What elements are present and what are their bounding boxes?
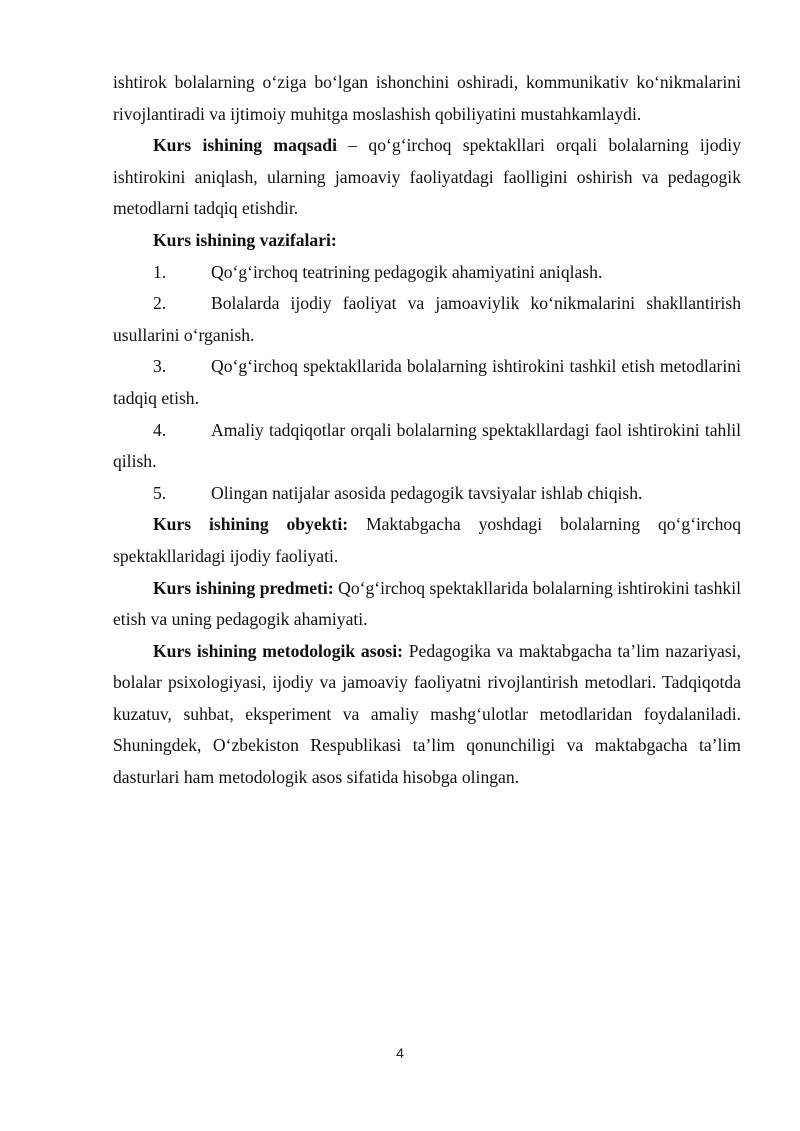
methodology-text: Pedagogika va maktabgacha taʼlim nazariyasi, bolalar psixologiyasi, ijodiy va jamoaviy faoliyatni rivojlantirish metodlari. Tadqiqotda kuzatuv, suhbat, eksperiment va amaliy mashgʻulotlar metodlaridan foydalaniladi. Shuningdek, Oʻzbekiston Respublikasi taʼlim qonunchiligi va maktabgacha taʼlim dasturlari ham metodologik asos sifatida hisobga olingan. — [113, 640, 741, 788]
object-label: Kurs ishining obyekti: — [153, 514, 349, 535]
task-text: Qoʻgʻirchoq teatrining pedagogik ahamiyatini aniqlash. — [211, 261, 603, 282]
tasks-heading: Kurs ishining vazifalari: — [153, 229, 337, 250]
task-item-2 — [113, 288, 741, 351]
task-number: 3. — [153, 356, 167, 377]
subject-text: Qoʻgʻirchoq spektakllarida bolalarning ishtirokini tashkil etish va uning pedagogik ahamiyati. — [113, 577, 741, 630]
intro-paragraph: ishtirok bolalarning oʻziga boʻlgan ishonchini oshiradi, kommunikativ koʻnikmalarini rivojlantiradi va ijtimoiy muhitga moslashish qobiliyatini mustahkamlaydi. — [113, 72, 741, 124]
task-item-3 — [113, 351, 741, 414]
methodology-paragraph — [113, 636, 741, 794]
methodology-label: Kurs ishining metodologik asosi: — [153, 640, 403, 661]
aim-label: Kurs ishining maqsadi — [153, 135, 337, 156]
task-text: Qoʻgʻirchoq spektakllarida bolalarning ishtirokini tashkil etish metodlarini tadqiq etish. — [113, 356, 741, 408]
task-number: 4. — [153, 419, 167, 440]
page-number: 4 — [396, 1045, 404, 1061]
task-text: Olingan natijalar asosida pedagogik tavsiyalar ishlab chiqish. — [211, 482, 643, 503]
subject-paragraph — [113, 573, 741, 636]
document-page — [113, 67, 741, 794]
task-item-4 — [113, 415, 741, 478]
task-number: 5. — [153, 482, 167, 503]
task-item-5 — [113, 478, 741, 510]
task-text: Amaliy tadqiqotlar orqali bolalarning spektakllardagi faol ishtirokini tahlil qilish. — [113, 419, 741, 472]
aim-text: – qoʻgʻirchoq spektakllari orqali bolalarning ijodiy ishtirokini aniqlash, ularning jamoaviy faoliyatdagi faolligini oshirish va pedagogik metodlarni tadqiq etishdir. — [113, 135, 741, 219]
task-number: 2. — [153, 293, 167, 314]
task-text: Bolalarda ijodiy faoliyat va jamoaviylik koʻnikmalarini shakllantirish usullarini oʻrganish. — [113, 293, 741, 345]
aim-paragraph — [113, 130, 741, 225]
task-number: 1. — [153, 261, 167, 282]
object-paragraph — [113, 509, 741, 572]
subject-label: Kurs ishining predmeti: — [153, 577, 334, 598]
object-text: Maktabgacha yoshdagi bolalarning qoʻgʻirchoq spektakllaridagi ijodiy faoliyati. — [113, 514, 741, 566]
task-item-1 — [113, 257, 741, 289]
